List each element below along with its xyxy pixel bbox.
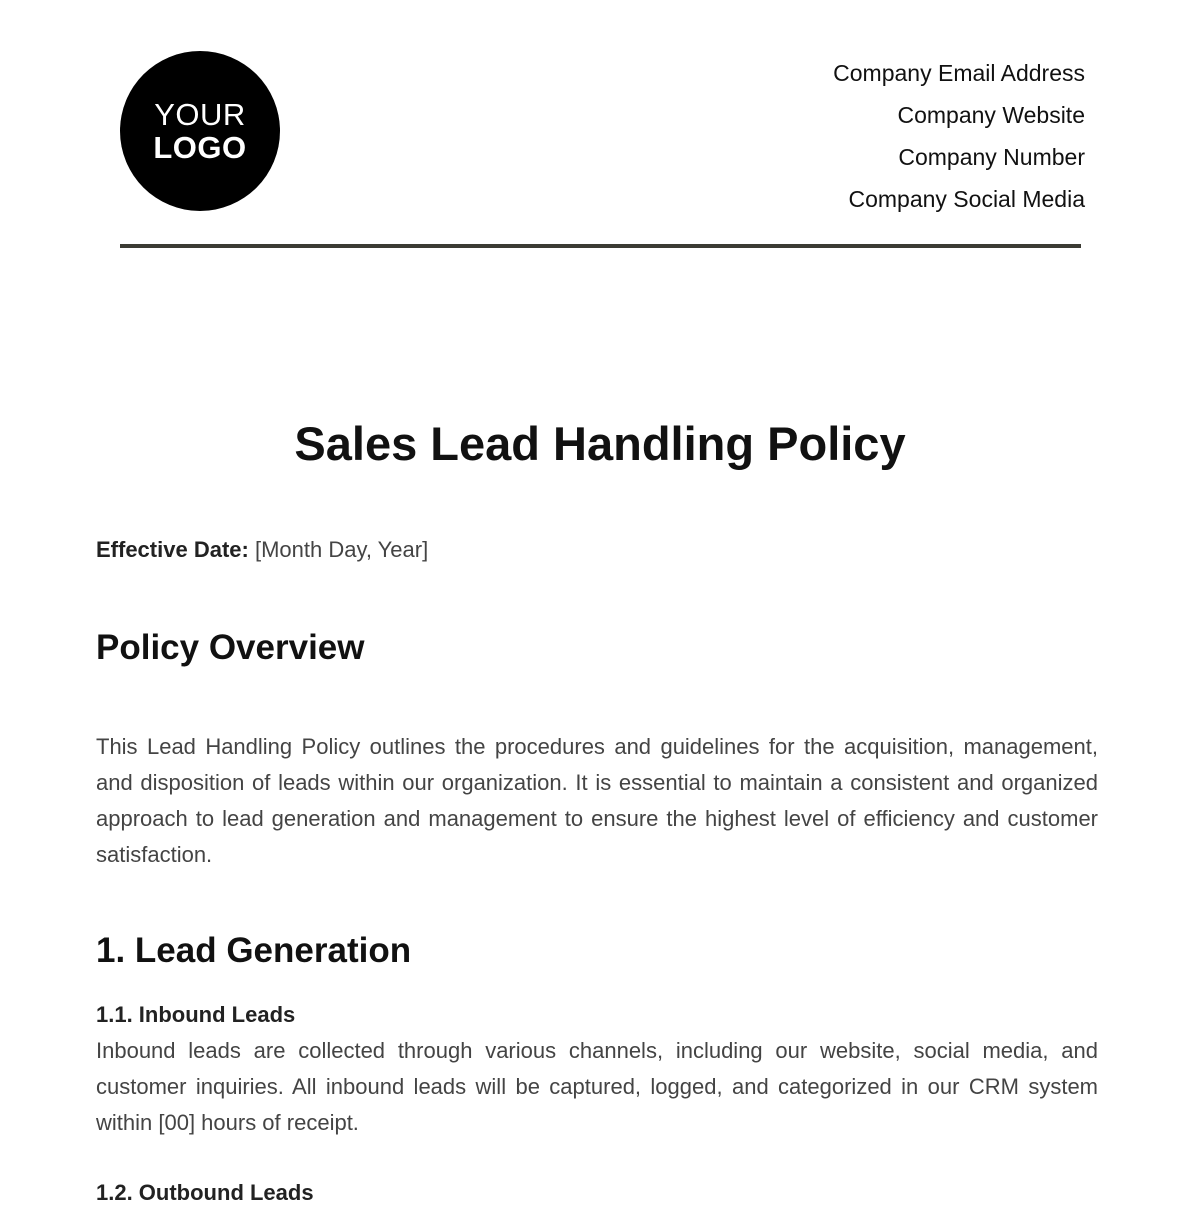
company-logo: [120, 51, 280, 211]
company-contact-block: [833, 52, 1085, 220]
company-website: Company Website: [897, 102, 1085, 128]
effective-date: [96, 535, 428, 565]
lead-generation-heading: 1. Lead Generation: [96, 931, 412, 970]
logo-text-logo: LOGO: [153, 130, 247, 165]
company-email: Company Email Address: [833, 60, 1085, 86]
inbound-leads-heading: 1.1. Inbound Leads: [96, 1002, 296, 1027]
document-title: Sales Lead Handling Policy: [294, 417, 906, 470]
effective-date-value: [Month Day, Year]: [254, 537, 429, 562]
effective-date-label: Effective Date:: [96, 537, 249, 562]
company-number: Company Number: [898, 144, 1085, 170]
policy-overview-heading: Policy Overview: [96, 628, 365, 667]
header-divider: [120, 244, 1081, 248]
company-social-media: Company Social Media: [848, 186, 1085, 212]
policy-overview-text: This Lead Handling Policy outlines the procedures and guidelines for the acquisition, management, and disposition of leads within our organization. It is essential to maintain a consistent and organized approach to lead generation and management to ensure the highest level of efficiency and customer satisfaction.: [96, 734, 1098, 867]
inbound-leads-text: Inbound leads are collected through various channels, including our website, social media, and customer inquiries. All inbound leads will be captured, logged, and categorized in our CRM system within [00] hours of receipt.: [96, 1038, 1098, 1135]
outbound-leads-heading: 1.2. Outbound Leads: [96, 1180, 314, 1205]
logo-text-your: YOUR: [154, 97, 246, 132]
